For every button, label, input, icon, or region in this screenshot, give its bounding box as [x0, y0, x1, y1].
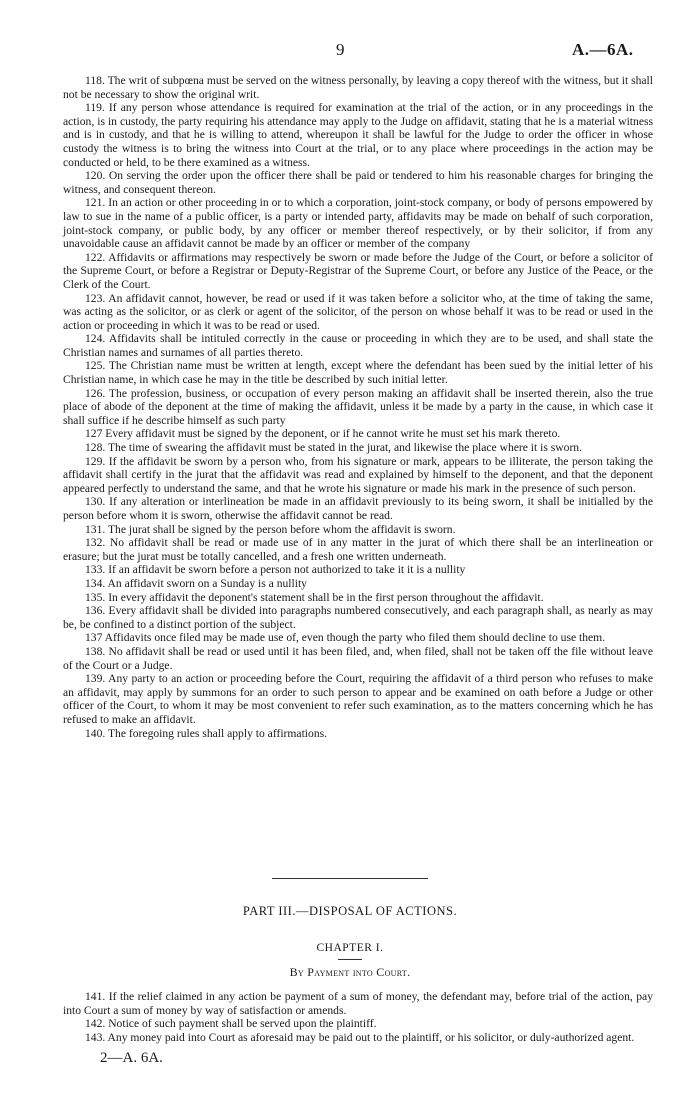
rule-132: 132. No affidavit shall be read or made use of in any matter in the jurat of which there shall be an interlineation or erasure; but the jurat must be totally cancelled, and a fresh one written underneath. [63, 536, 653, 563]
rule-138: 138. No affidavit shall be read or used until it has been filed, and, when filed, shall not be taken off the file without leave of the Court or a Judge. [63, 644, 653, 672]
rule-121: 121. In an action or other proceeding in or to which a corporation, joint-stock company, or body of persons empowered by law to sue in the name of a public officer, is a party or intended party, affidavits may be made on behalf of such corporation, joint-stock company, or public body, by any officer or member thereof respectively, or by their solicitor, if from any unavoidable cause an affidavit cannot be made by an officer or member of the company [63, 196, 653, 251]
rule-136: 136. Every affidavit shall be divided into paragraphs numbered consecutively, and each paragraph shall, as nearly as may be, be confined to a distinct portion of the subject. [63, 604, 653, 631]
rule-131: 131. The jurat shall be signed by the person before whom the affidavit is sworn. [85, 522, 456, 536]
rule-129: 129. If the affidavit be sworn by a person who, from his signature or mark, appears to be illiterate, the person taking the affidavit shall certify in the jurat that the affidavit was read and explained by himself to the deponent, and that the deponent appeared perfectly to understand the same, and that he wrote his signature or made his mark in the presence of such person. [63, 454, 653, 495]
rule-133: 133. If an affidavit be sworn before a person not authorized to take it it is a nullity [85, 563, 466, 577]
rule-119: 119. If any person whose attendance is required for examination at the trial of the action, or in any proceedings in the action, is in custody, the party requiring his attendance may apply to the Judge on affidavit, stating that he is a material witness and is in custody, and that he is willing to attend, whereupon it shall be lawful for the Judge to order the officer in whose custody the witness is to bring the witness into Court at the trial, or to any place where proceedings in the action may be conducted or held, to be there examined as a witness. [63, 101, 653, 169]
page-number: 9 [336, 40, 345, 59]
rule-122: 122. Affidavits or affirmations may respectively be sworn or made before the Judge of the Court, or before a solicitor of the Supreme Court, or before a Registrar or Deputy-Registrar of the Supreme Court, or before any Justice of the Peace, or the Clerk of the Court. [63, 250, 653, 291]
rule-128: 128. The time of swearing the affidavit must be stated in the jurat, and likewise the place where it is sworn. [85, 441, 583, 455]
rule-124: 124. Affidavits shall be intituled correctly in the cause or proceeding in which they are to be used, and shall state the Christian names and surnames of all parties thereto. [63, 332, 653, 359]
rule-137: 137 Affidavits once filed may be made use of, even though the party who filed them should decline to use them. [85, 631, 606, 645]
rule-140: 140. The foregoing rules shall apply to affirmations. [85, 726, 328, 740]
rule-127: 127 Every affidavit must be signed by the deponent, or if he cannot write he must set his mark thereto. [85, 427, 561, 441]
rule-120: 120. On serving the order upon the officer there shall be paid or tendered to him his reasonable charges for bringing the witness, and consequent thereon. [63, 169, 653, 196]
rule-135: 135. In every affidavit the deponent's statement shall be in the first person throughout the affidavit. [85, 590, 544, 604]
rule-123: 123. An affidavit cannot, however, be read or used if it was taken before a solicitor who, at the time of taking the same, was acting as the solicitor, or as clerk or agent of the solicitor, of the person on whose behalf it was to be read or used in the action or proceeding in which it was to be read or used. [63, 291, 653, 332]
section-divider [272, 878, 428, 879]
part-heading: PART III.—DISPOSAL OF ACTIONS. [242, 904, 458, 918]
rule-143: 143. Any money paid into Court as aforesaid may be paid out to the plaintiff, or his solicitor, or duly-authorized agent. [85, 1030, 635, 1044]
rule-141: 141. If the relief claimed in any action be payment of a sum of money, the defendant may, before trial of the action, pay into Court a sum of money by way of satisfaction or amends. [63, 990, 653, 1017]
rule-125: 125. The Christian name must be written at length, except where the defendant has been sued by the initial letter of his Christian name, in which case he may in the title be described by such initial letter. [63, 359, 653, 387]
chapter-subheading: By Payment into Court. [289, 965, 411, 979]
document-reference: A.—6A. [572, 40, 634, 59]
rule-126: 126. The profession, business, or occupation of every person making an affidavit shall be inserted therein, also the true place of abode of the deponent at the time of making the affidavit, unless it be made by a party in the cause, in which case it shall suffice if he describe himself as such party [63, 386, 653, 427]
chapter-divider [338, 959, 362, 960]
chapter-heading: CHAPTER I. [316, 942, 384, 954]
rules-body-part-3 [63, 990, 653, 1044]
rule-130: 130. If any alteration or interlineation be made in an affidavit previously to its being sworn, it shall be initialled by the person before whom it is sworn, otherwise the affidavit cannot be read. [63, 495, 653, 522]
rule-142: 142. Notice of such payment shall be served upon the plaintiff. [85, 1017, 377, 1031]
rule-118: 118. The writ of subpœna must be served on the witness personally, by leaving a copy thereof with the witness, but it shall not be necessary to show the original writ. [63, 74, 653, 101]
signature-mark: 2—A. 6A. [100, 1050, 163, 1066]
rules-body [63, 74, 653, 740]
rule-134: 134. An affidavit sworn on a Sunday is a nullity [85, 576, 307, 590]
rule-139: 139. Any party to an action or proceeding before the Court, requiring the affidavit of a third person who refuses to make an affidavit, may apply by summons for an order to such person to appear and be examined on oath before a Judge or other officer of the Court, to whom it may be most convenient to refer such examination, as to the matters concerning which he has refused to make an affidavit. [63, 672, 653, 726]
